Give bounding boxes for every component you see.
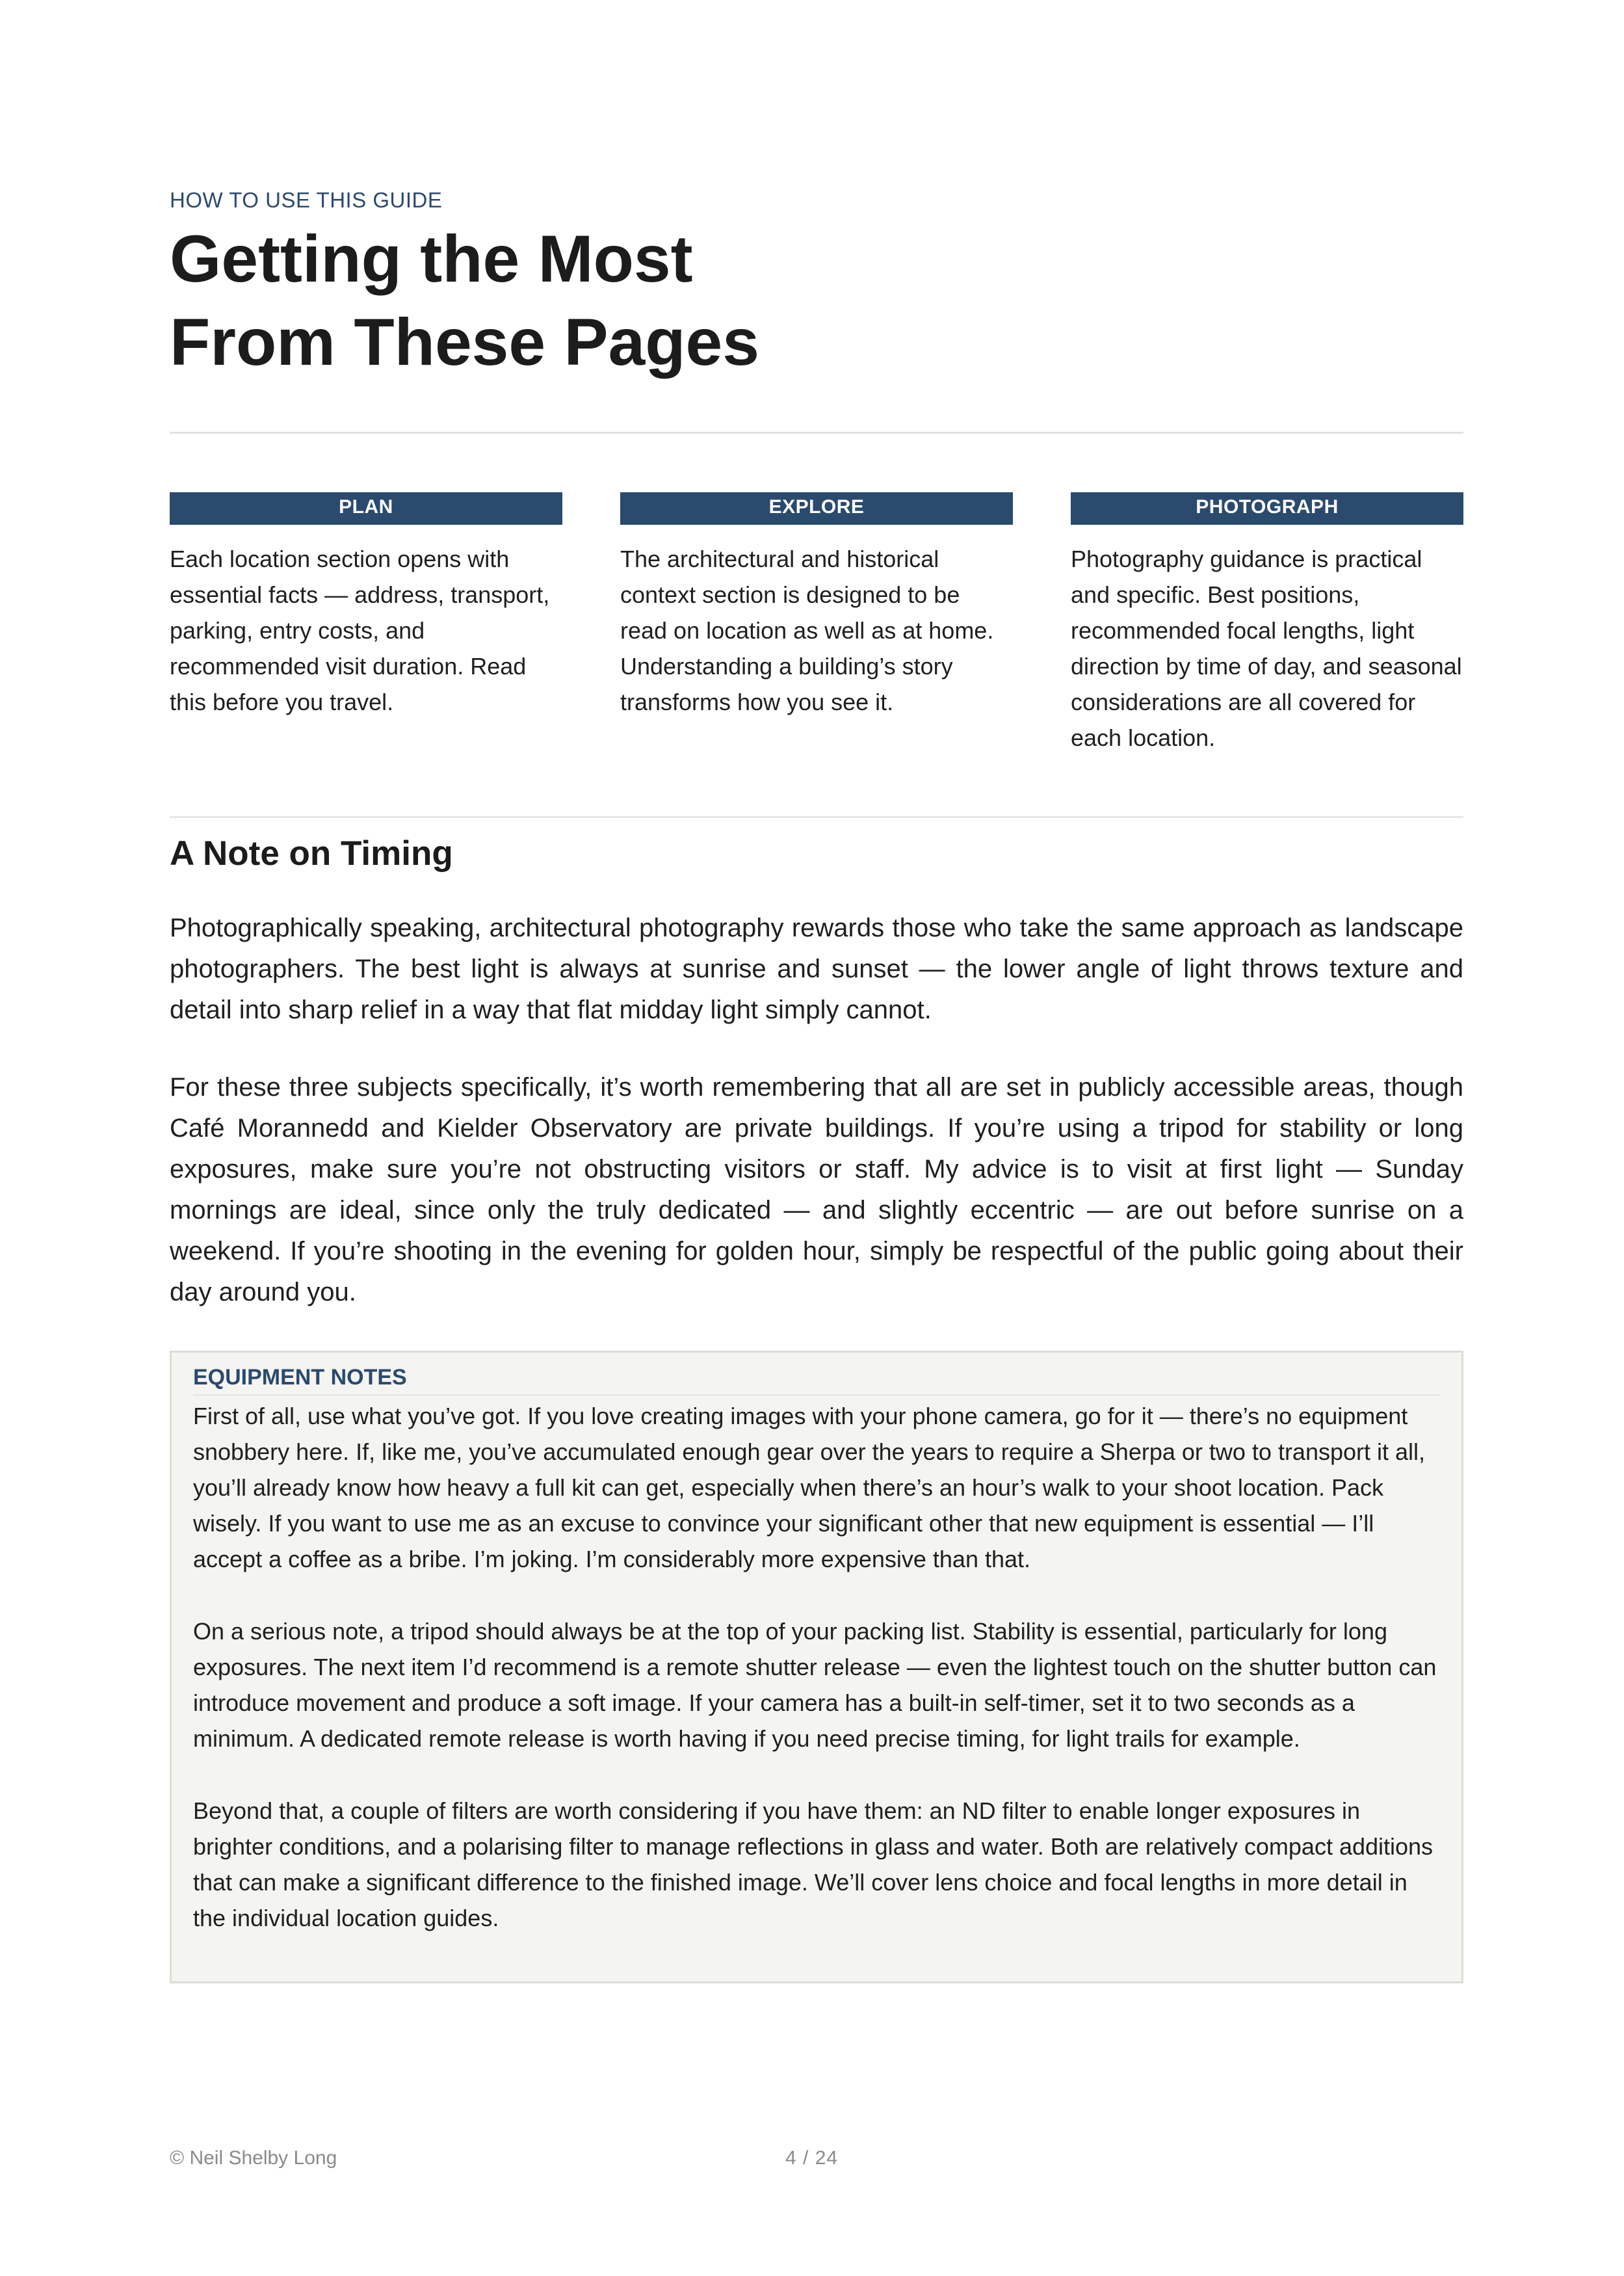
column-photograph-heading: PHOTOGRAPH	[1071, 492, 1463, 525]
timing-paragraph-1: Photographically speaking, architectural photography rewards those who take the same approach as landscape photographers. The best light is always at sunrise and sunset — the lower angle of light throws texture and detail into sharp relief in a way that flat midday light simply cannot.	[170, 914, 1463, 1024]
column-explore	[620, 492, 1013, 756]
page-title	[170, 217, 1463, 384]
column-plan	[170, 492, 562, 756]
title-divider	[170, 432, 1463, 434]
footer-copyright: © Neil Shelby Long	[170, 2147, 337, 2169]
guide-columns	[170, 492, 1463, 756]
section-eyebrow: HOW TO USE THIS GUIDE	[170, 188, 443, 212]
column-explore-body: The architectural and historical context section is designed to be read on location as well as at home. Understanding a building’s story transforms how you see it.	[620, 546, 994, 715]
equipment-paragraph-3: Beyond that, a couple of filters are worth considering if you have them: an ND filter to enable longer exposures in brighter conditions, and a polarising filter to manage reflections in glass and water. Both are relatively compact additions that can make a significant difference to the finished image. We’ll cover lens choice and focal lengths in more detail in the individual location guides.	[193, 1797, 1434, 1931]
column-plan-heading: PLAN	[170, 492, 562, 525]
timing-heading: A Note on Timing	[170, 834, 453, 873]
page-content	[170, 187, 1463, 1983]
column-photograph-body: Photography guidance is practical and specific. Best positions, recommended focal lengths, light direction by time of day, and seasonal considerations are all covered for each location.	[1071, 546, 1462, 751]
page-title-line-1: Getting the Most	[170, 222, 693, 296]
section-divider	[170, 816, 1463, 818]
timing-paragraph-2: For these three subjects specifically, it’s worth remembering that all are set in publicly accessible areas, though Café Morannedd and Kielder Observatory are private buildings. If you’re using a tripod for stability or long exposures, make sure you’re not obstructing visitors or staff. My advice is to visit at first light — Sunday mornings are ideal, since only the truly dedicated — and slightly eccentric — are out before sunrise on a weekend. If you’re shooting in the evening for golden hour, simply be respectful of the public going about their day around you.	[170, 1073, 1463, 1306]
equipment-notes-heading: EQUIPMENT NOTES	[193, 1363, 1441, 1396]
footer-page-number: 4 / 24	[785, 2147, 839, 2169]
column-plan-body: Each location section opens with essential facts — address, transport, parking, entry costs, and recommended visit duration. Read this before you travel.	[170, 546, 550, 715]
equipment-notes-box	[170, 1351, 1463, 1983]
equipment-paragraph-1: First of all, use what you’ve got. If you love creating images with your phone camera, go for it — there’s no equipment snobbery here. If, like me, you’ve accumulated enough gear over the years to require a Sherpa or two to transport it all, you’ll already know how heavy a full kit can get, especially when there’s an hour’s walk to your shoot location. Pack wisely. If you want to use me as an excuse to convince your significant other that new equipment is essential — I’ll accept a coffee as a bribe. I’m joking. I’m considerably more expensive than that.	[193, 1403, 1426, 1572]
equipment-paragraph-2: On a serious note, a tripod should always be at the top of your packing list. Stability is essential, particularly for long exposures. The next item I’d recommend is a remote shutter release — even the lightest touch on the shutter button can introduce movement and produce a soft image. If your camera has a built-in self-timer, set it to two seconds as a minimum. A dedicated remote release is worth having if you need precise timing, for light trails for example.	[193, 1618, 1437, 1752]
column-explore-heading: EXPLORE	[620, 492, 1013, 525]
column-photograph	[1071, 492, 1463, 756]
page-title-line-2: From These Pages	[170, 305, 759, 379]
